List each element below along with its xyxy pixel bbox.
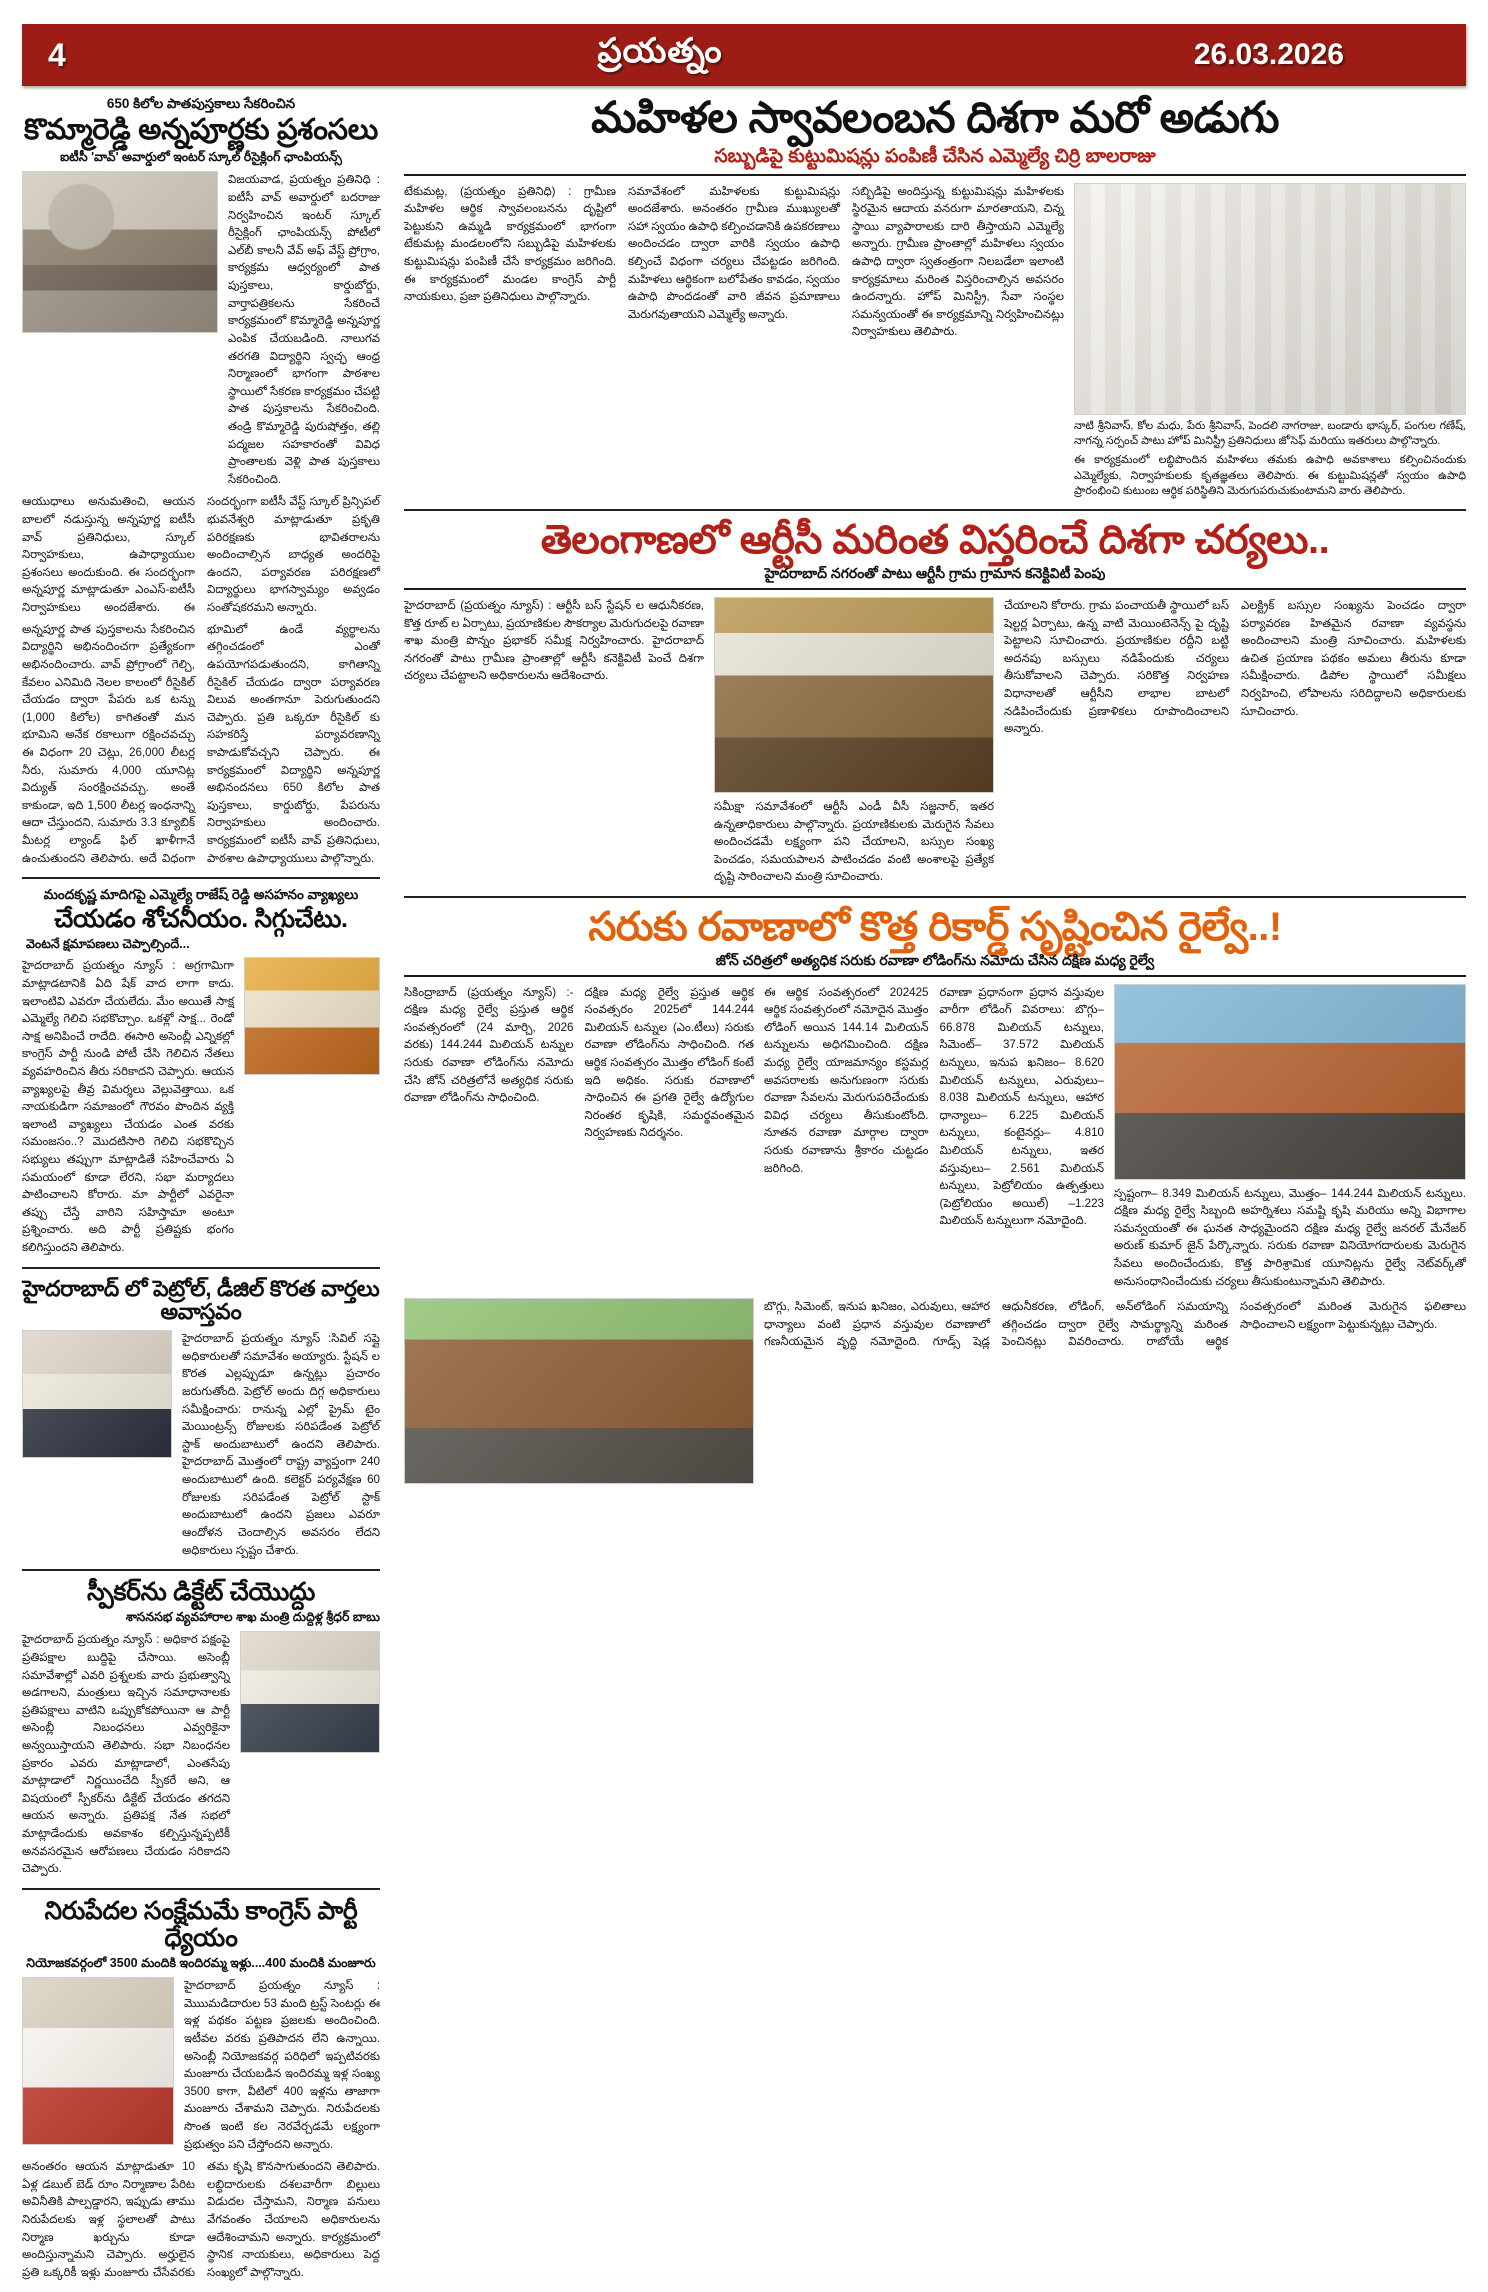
women-photo bbox=[1074, 183, 1466, 415]
women-text-col2: సమావేశంలో మహిళలకు కుట్టుమిషన్లు అందజేశారు. అనంతరం గ్రామీణ ముఖ్యులతో సహా స్వయం ఉపాధి కల్పించడానికి ఉపకరణాలు అందించడం ద్వారా వారికి స్వయం ఉపాధి కల్పించే విధంగా చర్యలు చేపట్టడం జరిగింది. మహిళలు ఆర్థికంగా బలోపేతం కావడం, స్వయం ఉపాధి పొందడంతో వారి జీవన ప్రమాణాలు మెరుగవుతాయని ఎమ్మెల్యే అన్నారు. bbox=[628, 184, 840, 321]
books-kicker: 650 కిలోల పాతపుస్తకాలు సేకరించిన bbox=[106, 96, 296, 111]
article-shocking bbox=[22, 887, 380, 1256]
divider-1 bbox=[22, 877, 380, 879]
congress-photo bbox=[22, 1977, 174, 2145]
article-petrol bbox=[22, 1277, 380, 1559]
congress-text-2: అనంతరం ఆయన మాట్లాడుతూ 10 ఏళ్ల డబుల్ బెడ్ రూం నిర్మాణాల పేరిట అవినీతికి పాల్పడ్డారని, ఇప్పుడు తాము నిరుపేదలకు ఇళ్ల స్థలాలతో పాటు నిర్మాణ ఖర్చును కూడా అందిస్తున్నామని చెప్పారు. అర్హులైన ప్రతి ఒక్కరికీ ఇళ్లు మంజూరు చేసేవరకు తమ కృషి కొనసాగుతుందని తెలిపారు. లబ్ధిదారులకు దశలవారీగా బిల్లులు విడుదల చేస్తామని, నిర్మాణ పనులు వేగవంతం చేయాలని అధికారులను ఆదేశించామని అన్నారు. కార్యక్రమంలో స్థానిక నాయకులు, అధికారులు పెద్ద సంఖ్యలో పాల్గొన్నారు. bbox=[22, 2160, 380, 2279]
divider-6 bbox=[404, 896, 1466, 898]
right-column bbox=[394, 96, 1466, 2292]
railway-text-col1: సికింద్రాబాద్ (ప్రయత్నం న్యూస్) :- దక్షిణ మధ్య రైల్వే ప్రస్తుత ఆర్థిక సంవత్సరంలో (24 మార్చి, 2026 వరకు) 144.244 మిలియన్ టన్నుల సరుకు రవాణా లోడింగ్‌ను నమోదు చేసి జోన్ చరిత్రలోనే అత్యధిక సరుకు రవాణా లోడింగ్‌ను సాధించింది. bbox=[404, 985, 574, 1105]
rtc-deck: హైదరాబాద్ నగరంతో పాటు ఆర్టీసీ గ్రామ గ్రామాన కనెక్టివిటీ పెంపు bbox=[764, 565, 1106, 582]
congress-text: హైదరాబాద్ ప్రయత్నం న్యూస్ : మెుుుమడిదారుల 53 మంది ట్రస్ట్ సెంటర్లు ఈ ఇళ్ల పథకం పట్టణ ప్రజలకు అందించింది. ఇటీవల వరకు ప్రతిపాదన లేని ఉన్నాయి. అసెంబ్లీ నియోజకవర్గ పరిధిలో ఇప్పటివరకు మంజూరు చేయబడిన ఇందిరమ్మ ఇళ్ల సంఖ్య 3500 కాగా, వీటిలో 400 ఇళ్లను తాజాగా మంజూరు చేశామని చెప్పారు. నిరుపేదలకు సొంత ఇంటి కల నెరవేర్చడమే లక్ష్యంగా ప్రభుత్వం పని చేస్తోందని అన్నారు. bbox=[184, 1979, 380, 2151]
speaker-text: హైదరాబాద్ ప్రయత్నం న్యూస్ : అధికార పక్షంపై ప్రతిపక్షాల బుద్ధిపై చేసాయి. అసెంబ్లీ సమావేశాల్లో ఎవరి ప్రశ్నలకు వారు ప్రభుత్వాన్ని అడగాలని, మంత్రులు ఇచ్చిన సమాధానాలకు ప్రతిపక్షాలు వాటిని ఒప్పుకోకపోయినా ఆ పార్టీ అసెంబ్లీ నిబంధనలు ఎవ్వరికైనా అన్వయిస్తాయని తెలిపారు. సభా నిబంధనల ప్రకారం ఎవరు మాట్లాడాలో, ఎంతసేపు మాట్లాడాలో నిర్ణయించేది స్పీకరే అని, ఆ విషయంలో స్పీకర్‌ను డిక్టేట్ చేయడం తగదని ఆయన అన్నారు. ప్రతిపక్ష నేత సభలో మాట్లాడేందుకు అవకాశం కల్పిస్తున్నప్పటికీ అనవసరమైన ఆరోపణలు చేయడం సరికాదని చెప్పారు. bbox=[22, 1633, 230, 1876]
railway-text-col3: ఈ ఆర్థిక సంవత్సరంలో 202425 ఆర్థిక సంవత్సరంలో నమోదైన మొత్తం లోడింగ్ అయిన 144.14 మిలియన్ టన్నులను అధిగమించింది. దక్షిణ మధ్య రైల్వే యాజమాన్యం కస్టమర్ల అవసరాలకు అనుగుణంగా సరుకు రవాణా సేవలను మెరుగుపరిచేందుకు వివిధ చర్యలు తీసుకుంటోంది. నూతన రవాణా మార్గాల ద్వారా సరుకు రవాణాను శ్రీకారం చుట్టడం జరిగింది. bbox=[764, 985, 929, 1175]
women-deck: సబ్బుడిపై కుట్టుమిషన్లు పంపిణీ చేసిన ఎమ్మెల్యే చిర్రి బాలరాజు bbox=[714, 145, 1156, 167]
divider-2 bbox=[22, 1267, 380, 1269]
article-rtc bbox=[404, 519, 1466, 886]
rtc-text-right-1: చేయాలని కోరారు. గ్రామ పంచాయతీ స్థాయిలో బస్ షెల్టర్ల ఏర్పాటు, ఉన్న వాటి మెయింటెనెన్స్ పై దృష్టి పెట్టాలని సూచించారు. ప్రయాణికుల రద్దీని బట్టి అదనపు బస్సులు నడిపేందుకు చర్యలు తీసుకోవాలని చెప్పారు. సరికొత్త నిర్వహణ విధానాలతో ఆర్టీసీని లాభాల బాటలో నడిపించేందుకు ప్రణాళికలు రూపొందించాలని అన్నారు. bbox=[1004, 598, 1229, 736]
railway-headline: సరుకు రవాణాలో కొత్త రికార్డ్ సృష్టించిన రైల్వే..! bbox=[588, 905, 1282, 950]
shocking-deck: వెంటనే క్షమాపణలు చెప్పాల్సిందే... bbox=[26, 937, 190, 952]
women-text-col1: టేకుమట్ల, (ప్రయత్నం ప్రతినిధి) : గ్రామీణ మహిళల ఆర్థిక స్వావలంబనను దృష్టిలో పెట్టుకుని ఉమ్మడి కార్యక్రమంలో భాగంగా టేకుమట్ల మండలంలోని సబ్బుడిపై మహిళలకు కుట్టుమిషన్లు పంపిణీ చేసే కార్యక్రమం జరిగింది. ఈ కార్యక్రమంలో మండల కాంగ్రెస్ పార్టీ నాయకులు, ప్రజా ప్రతినిధులు పాల్గొన్నారు. bbox=[404, 184, 616, 304]
railway-text-col6: బొగ్గు, సిమెంట్, ఇనుప ఖనిజం, ఎరువులు, ఆహార ధాన్యాలు వంటి ప్రధాన వస్తువుల రవాణాలో గణనీయమైన వృద్ధి నమోదైంది. గూడ్స్ షెడ్ల ఆధునీకరణ, లోడింగ్, అన్‌లోడింగ్ సమయాన్ని తగ్గించడం ద్వారా రైల్వే సామర్థ్యాన్ని మరింత పెంచినట్లు వివరించారు. రాబోయే ఆర్థిక సంవత్సరంలో మరింత మెరుగైన ఫలితాలు సాధించాలని లక్ష్యంగా పెట్టుకున్నట్లు చెప్పారు. bbox=[764, 1300, 1466, 1349]
article-railway bbox=[404, 906, 1466, 1484]
books-text-body: అన్నపూర్ణ పాత పుస్తకాలను సేకరించిన విద్యార్థిని అభినందించగా ప్రత్యేకంగా అభినందించారు. వావ్ ప్రోగ్రాంలో గెల్చి, కేవలం ఎనిమిది నెలల కాలంలో రీసైకిల్ చేయడం ద్వారా పేపరు ఒక టన్ను (1,000 కిలోల) కాగితంతో మన భూమిని అనేక రకాలుగా రక్షించవచ్చు ఈ విధంగా 20 చెట్లు, 26,000 లీటర్ల నీరు, సుమారు 4,000 యూనిట్ల విద్యుత్ సంరక్షించవచ్చు. అంతే కాకుండా, ఇది 1,500 లీటర్ల ఇంధనాన్ని ఆదా చేస్తుందని, సుమారు 3.3 క్యూబిక్ మీటర్ల ల్యాండ్ ఫిల్ ఖాళీగానే ఉంచుతుందని తెలిపారు. అదే విధంగా భూమిలో ఉండే వ్యర్థాలను తగ్గించడంలో ఎంతో ఉపయోగపడుతుందని, కాగితాన్ని రీసైకిల్ చేయడం ద్వారా పర్యావరణ విలువ అంతగానూ పెరుగుతుందని చెప్పారు. ప్రతి ఒక్కరూ రీసైకిల్ కు సహకరిస్తే పర్యావరణాన్ని కాపాడుకోవచ్చని చెప్పారు. ఈ కార్యక్రమంలో విద్యార్థిని అన్నపూర్ణ అభినందనలు 650 కిలోల పాత పుస్తకాలు, కార్డుబోర్డు, పేపరును నిర్వాహకులు అందించారు. కార్యక్రమంలో ఐటీసీ వావ్ ప్రతినిధులు, పాఠశాల ఉపాధ్యాయులు పాల్గొన్నారు. bbox=[22, 622, 380, 865]
divider-4 bbox=[22, 1888, 380, 1890]
page-body bbox=[22, 96, 1466, 2292]
books-headline: కొమ్మారెడ్డి అన్నపూర్ణకు ప్రశంసలు bbox=[23, 113, 379, 146]
railway-rule bbox=[404, 975, 1466, 977]
women-photo-caption-2: ఈ కార్యక్రమంలో లబ్ధిపొందిన మహిళలు తమకు ఉపాధి అవకాశాలు కల్పించినందుకు ఎమ్మెల్యేకు, నిర్వాహకులకు కృతజ్ఞతలు తెలిపారు. ఈ కుట్టుమిషన్లతో స్వయం ఉపాధి ప్రారంభించి కుటుంబ ఆర్థిక పరిస్థితిని మెరుగుపరుచుకుంటామని వారు తెలిపారు. bbox=[1074, 454, 1466, 498]
railway-text-col2: దక్షిణ మధ్య రైల్వే ప్రస్తుత ఆర్థిక సంవత్సరం 2025లో 144.244 మిలియన్ టన్నుల (ఎం.టీలు) సరుకు రవాణా లోడింగ్‌ను సాధించింది. గత ఆర్థిక సంవత్సరం మొత్తం లోడింగ్ కంటే ఇది అధికం. సరుకు రవాణాలో సాధించిన ఈ ప్రగతి రైల్వే ఉద్యోగుల నిరంతర కృషికి, సమర్థవంతమైన నిర్వహణకు నిదర్శనం. bbox=[584, 985, 754, 1140]
railway-photo-1 bbox=[1114, 984, 1466, 1180]
petrol-headline: హైదరాబాద్ లో పెట్రోల్, డీజిల్ కొరత వార్తలు అవాస్తవం bbox=[22, 1275, 380, 1325]
congress-deck: నియోజకవర్గంలో 3500 మందికి ఇందిరమ్మ ఇళ్లు....400 మందికి మంజూరు bbox=[26, 1955, 376, 1970]
petrol-photo bbox=[22, 1330, 172, 1458]
women-headline: మహిళల స్వావలంబన దిశగా మరో అడుగు bbox=[591, 94, 1279, 142]
books-text-mid: ఆయుధాలు అనుమతించి, ఆయన బాలలో నడుస్తున్న అన్నపూర్ణ ఐటీసీ వావ్ ప్రతినిధులు, స్కూల్ నిర్వాహకులు, ఉపాధ్యాయుల ప్రశంసలు అందుకుంది. ఈ సందర్భంగా అన్నపూర్ణ మాట్లాడుతూ ఎంఎస్-ఐటీసీ నిర్వాహకులు అందజేశారు. ఈ సందర్భంగా ఐటీసీ వేస్ట్ స్కూల్ ప్రిన్సిపల్ భువనేశ్వరి మాట్లాడుతూ ప్రకృతి పరిరక్షణకు భావితరాలను అందించాల్సిన బాధ్యత అందరిపై ఉందని, పర్యావరణ పరిరక్షణలో విద్యార్థులు భాగస్వామ్యం అవ్వడం సంతోషకరమని అన్నారు. bbox=[22, 495, 380, 615]
rtc-headline: తెలంగాణలో ఆర్టీసీ మరింత విస్తరించే దిశగా చర్యలు.. bbox=[540, 518, 1330, 563]
shocking-byline: మందకృష్ణ మాదిగపై ఎమ్మెల్యే రాజేష్ రెడ్డి అసహనం వ్యాఖ్యలు bbox=[43, 887, 359, 903]
left-column bbox=[22, 96, 394, 2292]
petrol-text: హైదరాబాద్ ప్రయత్నం న్యూస్ :సివిల్ సప్లై అధికారులతో సమావేశం అయ్యారు. స్టేషన్ ల కొరత ఎల్లప్పుడూ ఉన్నట్లు ప్రచారం జరుగుతోంది. పెట్రోల్ అందు దిగ్గ అధికారులు సమీక్షించారు: రానున్న ఎల్లో ప్రైమ్ టైం మెయింట్రన్స్ రోజులకు సరిపడేంత పెట్రోల్ స్టాక్ అందుబాటులో ఉందని తెలిపారు. హైదరాబాద్ మొత్తంలో రాష్ట్ర వ్యాప్తంగా 240 అందుబాటులో ఉంది. కలెక్టర్ పర్యవేక్షణ 60 రోజులకు సరిపడేంత పెట్రోల్ స్టాక్ అందుబాటులో ఉందని ప్రజలు ఎవరూ ఆందోళన చెందాల్సిన అవసరం లేదని అధికారులు స్పష్టం చేశారు. bbox=[182, 1332, 380, 1557]
rtc-rule bbox=[404, 588, 1466, 590]
women-text-col3: సబ్బిడిపై అందిస్తున్న కుట్టుమిషన్లు మహిళలకు స్థిరమైన ఆదాయ వనరుగా మారతాయని, చిన్న స్థాయి వ్యాపారాలకు దారి తీస్తాయని ఎమ్మెల్యే అన్నారు. గ్రామీణ ప్రాంతాల్లో మహిళలు స్వయం ఉపాధి ద్వారా స్వతంత్రంగా నిలబడేలా ఇలాంటి కార్యక్రమాలు మరింత విస్తరించాల్సిన అవసరం ఉందన్నారు. హోప్ మినిస్ట్రీ, సేవా సంస్థల సమన్వయంతో ఈ కార్యక్రమాన్ని నిర్వహించినట్లు నిర్వాహకులు తెలిపారు. bbox=[852, 184, 1064, 339]
publication-title: ప్రయత్నం bbox=[597, 31, 723, 70]
books-deck: ఐటీసీ 'వావ్‌' అవార్డులో ఇంటర్ స్కూల్ రీసైక్లింగ్ ఛాంపియన్స్ bbox=[60, 150, 342, 165]
railway-deck: జోన్ చరిత్రలో అత్యధిక సరుకు రవాణా లోడింగ్‌ను నమోదు చేసిన దక్షిణ మధ్య రైల్వే bbox=[715, 952, 1155, 969]
publication-date: 26.03.2026 bbox=[1193, 38, 1344, 71]
books-photo bbox=[22, 171, 218, 333]
speaker-photo bbox=[240, 1631, 380, 1753]
article-speaker bbox=[22, 1579, 380, 1878]
rtc-text-left-1: హైదరాబాద్ (ప్రయత్నం న్యూస్) : ఆర్టీసీ బస్ స్టేషన్ ల ఆధునీకరణ, కొత్త రూట్ ల ఏర్పాటు, ప్రయాణికుల సౌకర్యాల మెరుగుదలపై రవాణా శాఖ మంత్రి పొన్నం ప్రభాకర్ సమీక్ష నిర్వహించారు. హైదరాబాద్ నగరంతో పాటు గ్రామీణ ప్రాంతాల్లో ఆర్టీసీ కనెక్టివిటీ పెంచే దిశగా చర్యలు చేపట్టాలని అధికారులను ఆదేశించారు. bbox=[404, 598, 704, 683]
article-women bbox=[404, 96, 1466, 499]
rtc-photo bbox=[714, 597, 994, 793]
divider-3 bbox=[22, 1569, 380, 1571]
rtc-text-left-2: సమీక్షా సమావేశంలో ఆర్టీసీ ఎండీ వీసీ సజ్జనార్, ఇతర ఉన్నతాధికారులు పాల్గొన్నారు. ప్రయాణికులకు మెరుగైన సేవలు అందించడమే లక్ష్యంగా పని చేయాలని, బస్సుల సంఖ్య పెంచడం, సమయపాలన పాటించడం వంటి అంశాలపై ప్రత్యేక దృష్టి సారించాలని మంత్రి సూచించారు. bbox=[714, 799, 994, 884]
railway-text-col4: రవాణా ప్రధానంగా ప్రధాన వస్తువుల వారీగా లోడింగ్ వివరాలు: బొగ్గు– 66.878 మిలియన్ టన్నులు, సిమెంట్‌– 37.572 మిలియన్ టన్నులు, ఇనుప ఖనిజం– 8.620 మిలియన్ టన్నులు, ఎరువులు– 8.038 మిలియన్ టన్నులు, ఆహార ధాన్యాలు– 6.225 మిలియన్ టన్నులు, కంటైనర్లు– 4.810 మిలియన్ టన్నులు, ఇతర వస్తువులు– 2.561 మిలియన్ టన్నులు, పెట్రోలియం ఉత్పత్తులు (పెట్రోలియం అయిల్) –1.223 మిలియన్ టన్నులుగా నమోదైంది. bbox=[939, 985, 1104, 1228]
article-books bbox=[22, 96, 380, 867]
women-rule bbox=[404, 174, 1466, 176]
railway-text-col5: స్పష్టంగా– 8.349 మిలియన్ టన్నులు, మొత్తం– 144.244 మిలియన్ టన్నులు. దక్షిణ మధ్య రైల్వే సిబ్బంది అహర్నిశలు సమష్టి కృషి మరియు అన్ని విభాగాల సమన్వయంతో ఈ ఘనత సాధ్యమైందని దక్షిణ మధ్య రైల్వే జనరల్ మేనేజర్ అరుణ్ కుమార్ జైన్ పేర్కొన్నారు. సరుకు రవాణా వినియోగదారులకు మెరుగైన సేవలు అందించేందుకు, కొత్త పారిశ్రామిక యూనిట్లను రైల్వే నెట్‌వర్క్‌తో అనుసంధానించేందుకు చర్యలు తీసుకుంటున్నామని తెలిపారు. bbox=[1114, 1186, 1466, 1288]
speaker-headline: స్పీకర్‌ను డిక్టేట్ చేయొద్దు bbox=[87, 1578, 315, 1607]
article-congress bbox=[22, 1898, 380, 2282]
railway-photo-2 bbox=[404, 1298, 754, 1484]
shocking-headline: చేయడం శోచనీయం. సిగ్గుచేటు. bbox=[54, 905, 348, 934]
women-photo-caption: నాటి శ్రీనివాస్, కోల మధు, పేరు శ్రీనివాస్, పెందలి నాగరాజు, బండారు భాస్కర్, పంగుల గణేష్, నాగన్న సర్పంచ్ పాటు హోప్ మినిస్ట్రీ ప్రతినిధులు జోసెఫ్ మరియు ఇతరులు పాల్గొన్నారు. bbox=[1074, 419, 1466, 447]
divider-5 bbox=[404, 509, 1466, 511]
masthead bbox=[22, 24, 1466, 86]
shocking-photo bbox=[244, 957, 380, 1075]
books-text-lead: విజయవాడ, ప్రయత్నం ప్రతినిధి : ఐటీసీ వావ్‌ అవార్డులో బదరాజు నిర్వహించిన ఇంటర్ స్కూల్ రీసైక్లింగ్ ఛాంపియన్స్ పోటీలో ఎల్‌బీ కాలనీ వేవ్ అఫ్ వేస్ట్ ప్రోగ్రాం, కార్యక్రమ ఆధ్వర్యంలో పాత పుస్తకాలు, కార్డుబోర్డు, వార్తాపత్రికలను సేకరించే కార్యక్రమంలో కొమ్మారెడ్డి అన్నపూర్ణ ఎంపిక చేయబడింది. నాలుగవ తరగతి విద్యార్థిని స్వచ్ఛ ఆంధ్ర నిర్మాణంలో భాగంగా పాఠశాల స్థాయిలో సేకరణ కార్యక్రమం చేపట్టి పాత పుస్తకాలను సేకరించింది. తండ్రి కొమ్మారెడ్డి పురుషోత్తం, తల్లి పద్మజల సహకారంతో వివిధ ప్రాంతాలకు వెళ్లి పాత పుస్తకాలు సేకరించింది. bbox=[228, 173, 380, 486]
rtc-text-right-2: ఎలక్ట్రిక్ బస్సుల సంఖ్యను పెంచడం ద్వారా పర్యావరణ హితమైన రవాణా వ్యవస్థను అందించాలని మంత్రి సూచించారు. మహిళలకు ఉచిత ప్రయాణ పథకం అమలు తీరును కూడా సమీక్షించారు. డిపోల స్థాయిలో సమీక్షలు నిర్వహించి, లోపాలను సరిదిద్దాలని అధికారులకు సూచించారు. bbox=[1241, 598, 1466, 718]
shocking-text: హైదరాబాద్ ప్రయత్నం న్యూస్ : అగ్రగామిగా మాట్లాడటానికి ఏది షేక్ వాద లాగా కాదు. ఇలాంటివి ఎవరూ చేయలేదు. మేం అయితే సాక్ష ఎమ్మెల్యే గెలిచి సభకొచ్చాం. ఒకళ్లో సాక్ష... రెండో సాక్ష అనిపించే రాదేది. ఈసారి అసెంబ్లీ ఎన్నికల్లో కాంగ్రెస్ పార్టీ నుండి పోటీ చేసి గెలిచిన నేతలు వ్యవహరించిన తీరు సరికాదని చెప్పారు. ఆయన వ్యాఖ్యలపై తీవ్ర విమర్శలు వెల్లువెత్తాయి. ఒక నాయకుడిగా సమాజంలో గౌరవం పొందిన వ్యక్తి ఇలాంటి వ్యాఖ్యలు చేయడం ఎంత వరకు సమంజసం..? మొదటిసారి గెలిచి సభకొచ్చిన సభ్యులు తప్పుగా మాట్లాడితే సహించేవారు ఏ సమయంలో కూడా లేరని, సభా మర్యాదలు పాటించాలని కోరారు. మా పార్టీలో ఎవరైనా తప్పు చేస్తే వారిని సహిస్తామా అంటూ ప్రశ్నించారు. అది పార్టీ ప్రతిష్టకు భంగం కలిగిస్తుందని తెలిపారు. bbox=[22, 959, 234, 1255]
speaker-deck: శాసనసభ వ్యవహారాల శాఖ మంత్రి దుద్దిళ్ల శ్రీధర్ బాబు bbox=[125, 1610, 380, 1625]
congress-headline: నిరుపేదల సంక్షేమమే కాంగ్రెస్ పార్టీ ధ్యేయం bbox=[44, 1896, 358, 1952]
page-number: 4 bbox=[48, 36, 67, 73]
